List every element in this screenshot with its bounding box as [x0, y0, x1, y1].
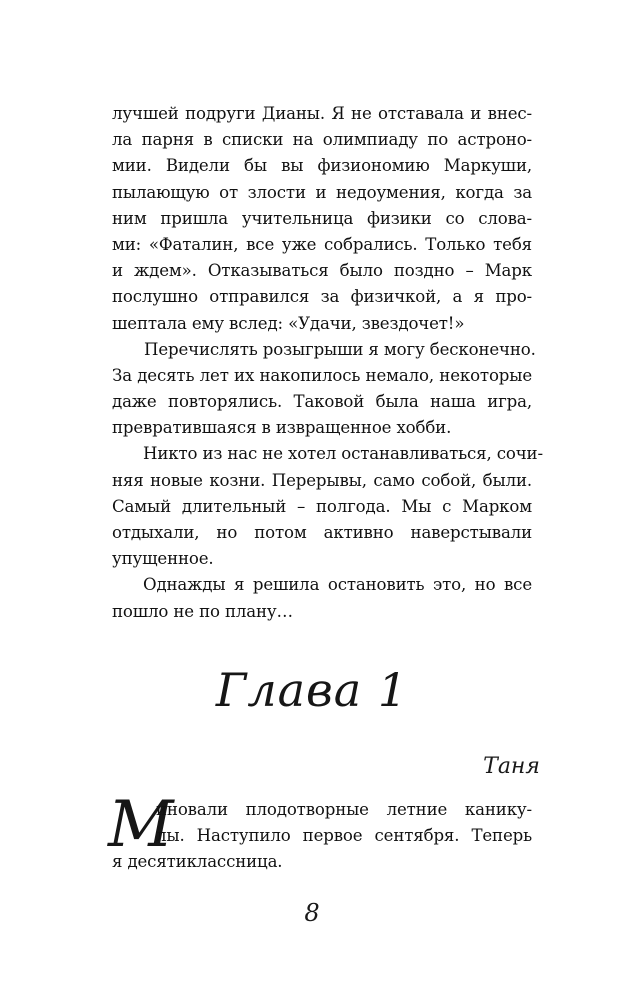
- narrator-name: Таня: [483, 754, 540, 779]
- text-line: Перечислять розыгрыши я могу бесконечно.: [144, 339, 536, 359]
- text-line: мии. Видели бы вы физиономию Маркуши,: [112, 156, 532, 176]
- text-line: Самый длительный – полгода. Мы с Марком: [112, 496, 532, 516]
- text-line: ним пришла учительница физики со слова-: [112, 208, 532, 228]
- body-text: [112, 101, 543, 625]
- text-line: послушно отправился за физичкой, а я про-: [112, 287, 532, 307]
- text-line: Однажды я решила остановить это, но все: [143, 575, 532, 595]
- text-line: За десять лет их накопилось немало, некоторые: [112, 365, 532, 385]
- text-line: я десятиклассница.: [112, 852, 283, 872]
- text-line: иновали плодотворные летние канику-: [156, 800, 532, 819]
- text-line: отдыхали, но потом активно наверстывали: [112, 523, 532, 542]
- text-line: даже повторялись. Таковой была наша игра,: [112, 392, 532, 412]
- text-line: шептала ему вслед: «Удачи, звездочет!»: [112, 313, 465, 333]
- text-line: пылающую от злости и недоумения, когда за: [112, 182, 532, 202]
- text-line: превратившаяся в извращенное хобби.: [112, 418, 452, 438]
- drop-cap: М: [108, 788, 174, 862]
- text-line: упущенное.: [112, 549, 214, 569]
- chapter-title: Глава 1: [215, 663, 409, 717]
- chapter-text: [112, 797, 532, 876]
- text-line: лучшей подруги Дианы. Я не отставала и внес-: [112, 104, 532, 123]
- page-number: 8: [304, 899, 320, 927]
- text-line: и ждем». Отказываться было поздно – Марк: [112, 261, 532, 281]
- text-line: ла парня в списки на олимпиаду по астроно-: [112, 130, 532, 150]
- text-line: пошло не по плану…: [112, 601, 293, 621]
- text-line: ми: «Фаталин, все уже собрались. Только тебя: [112, 234, 532, 254]
- text-line: лы. Наступило первое сентября. Теперь: [156, 826, 532, 846]
- text-line: Никто из нас не хотел останавливаться, сочи-: [143, 444, 543, 464]
- text-line: няя новые козни. Перерывы, само собой, были.: [112, 470, 532, 490]
